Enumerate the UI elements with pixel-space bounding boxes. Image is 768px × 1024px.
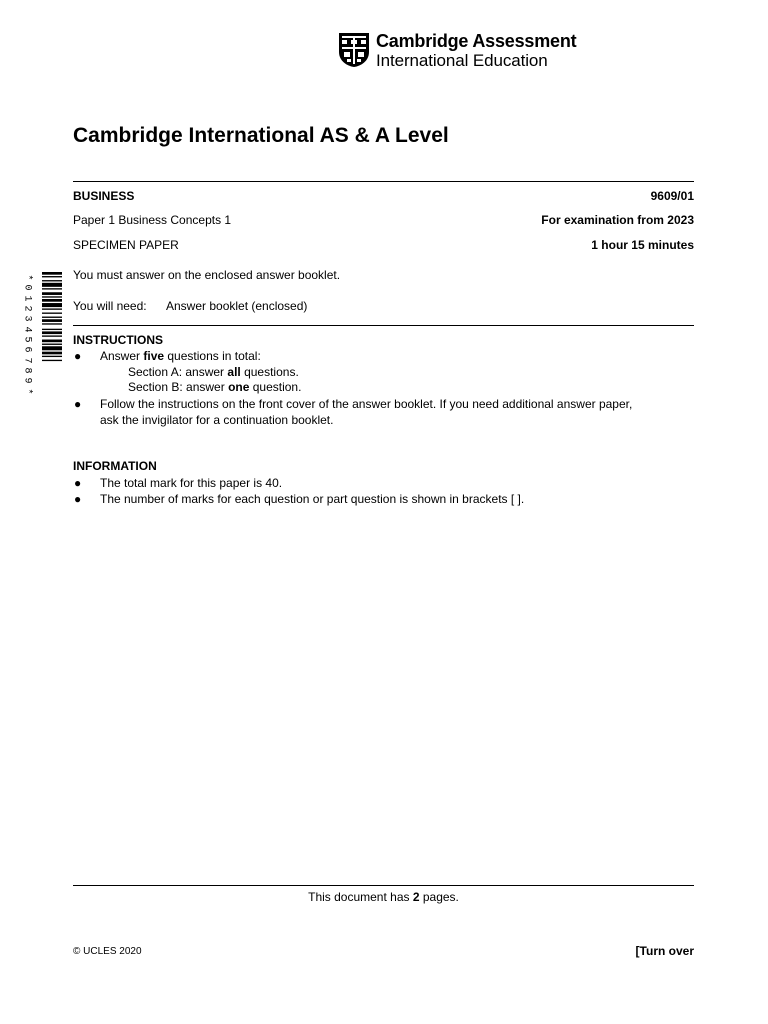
duration: 1 hour 15 minutes bbox=[591, 238, 694, 252]
barcode-char: 3 bbox=[21, 315, 33, 322]
information-heading: INFORMATION bbox=[73, 459, 157, 473]
instruction-1: Answer five questions in total: bbox=[100, 349, 261, 363]
bullet-icon: ● bbox=[74, 492, 82, 506]
information-2: The number of marks for each question or part question is shown in brackets [ ]. bbox=[100, 492, 525, 506]
barcode-char: * bbox=[21, 388, 33, 395]
copyright: © UCLES 2020 bbox=[73, 946, 142, 957]
section-a-instruction: Section A: answer all questions. bbox=[128, 365, 299, 379]
crest-icon bbox=[338, 32, 370, 68]
instruction-2: Follow the instructions on the front cover of the answer booklet. If you need additional answer paper, ask the invigilator for a continuation booklet. bbox=[100, 397, 633, 427]
information-1: The total mark for this paper is 40. bbox=[100, 476, 283, 490]
barcode-char: 7 bbox=[21, 357, 33, 364]
barcode-char: 0 bbox=[21, 284, 33, 291]
section-b-instruction: Section B: answer one question. bbox=[128, 380, 302, 394]
turn-over: [Turn over bbox=[635, 944, 694, 958]
barcode-char: * bbox=[21, 274, 33, 281]
barcode-char: 9 bbox=[21, 377, 33, 384]
barcode-char: 2 bbox=[21, 305, 33, 312]
specimen-label: SPECIMEN PAPER bbox=[73, 238, 179, 252]
barcode-char: 8 bbox=[21, 367, 33, 374]
barcode-digits bbox=[21, 272, 36, 396]
bullet-icon: ● bbox=[74, 349, 82, 363]
bullet-icon: ● bbox=[74, 476, 82, 490]
divider-top bbox=[73, 181, 694, 182]
barcode-char: 6 bbox=[21, 346, 33, 353]
cambridge-logo bbox=[338, 30, 588, 70]
paper-name: Paper 1 Business Concepts 1 bbox=[73, 213, 232, 227]
needs-label: You will need: bbox=[73, 299, 147, 313]
logo-line-2: International Education bbox=[376, 51, 548, 70]
barcode-char: 4 bbox=[21, 326, 33, 333]
instructions-heading: INSTRUCTIONS bbox=[73, 333, 163, 347]
barcode-char: 5 bbox=[21, 336, 33, 343]
page-count-note: This document has 2 pages. bbox=[308, 890, 459, 904]
barcode-char: 1 bbox=[21, 295, 33, 302]
bullet-icon: ● bbox=[74, 397, 82, 411]
answer-note: You must answer on the enclosed answer booklet. bbox=[73, 268, 341, 282]
subject: BUSINESS bbox=[73, 189, 135, 203]
page-title: Cambridge International AS & A Level bbox=[73, 124, 449, 147]
divider-bottom bbox=[73, 885, 694, 886]
divider-mid bbox=[73, 325, 694, 326]
logo-line-1: Cambridge Assessment bbox=[376, 31, 577, 51]
paper-code: 9609/01 bbox=[650, 189, 694, 203]
needs-value: Answer booklet (enclosed) bbox=[166, 299, 308, 313]
exam-from: For examination from 2023 bbox=[541, 213, 694, 227]
